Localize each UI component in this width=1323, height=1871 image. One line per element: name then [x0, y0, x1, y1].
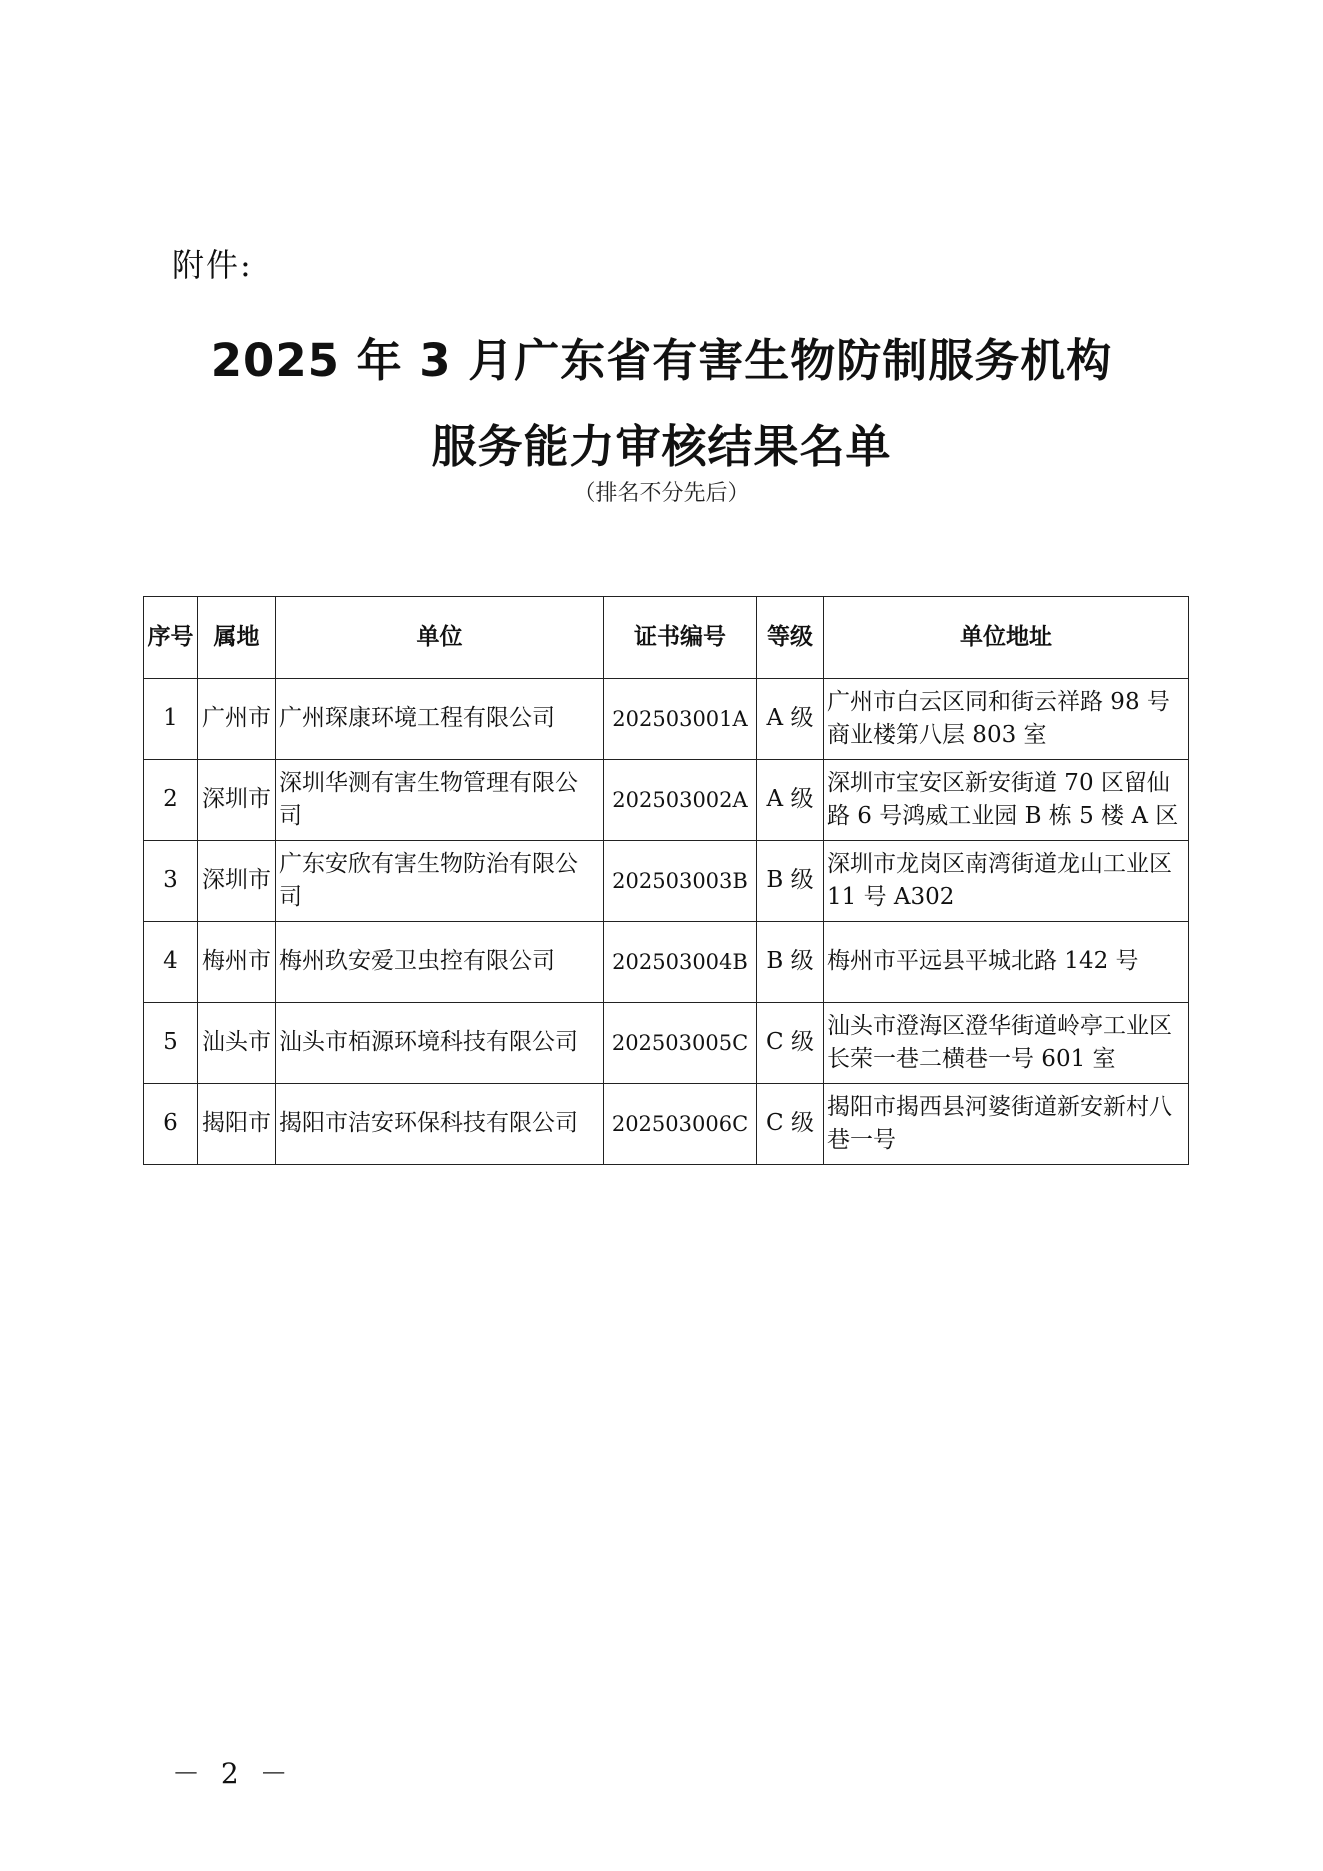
table-row: [144, 1003, 1189, 1084]
cell-certificate-number: 202503006C: [604, 1084, 757, 1165]
attachment-label: 附件:: [172, 246, 253, 284]
table-row: [144, 841, 1189, 922]
cell-grade: A 级: [757, 760, 824, 841]
cell-address: 深圳市龙岗区南湾街道龙山工业区 11 号 A302: [824, 841, 1189, 922]
results-table: [143, 596, 1189, 1165]
cell-grade: B 级: [757, 922, 824, 1003]
table-row: [144, 760, 1189, 841]
cell-grade: C 级: [757, 1003, 824, 1084]
cell-address: 揭阳市揭西县河婆街道新安新村八巷一号: [824, 1084, 1189, 1165]
cell-address: 汕头市澄海区澄华街道岭亭工业区长荣一巷二横巷一号 601 室: [824, 1003, 1189, 1084]
cell-region: 梅州市: [198, 922, 276, 1003]
document-title-line-1: 2025 年 3 月广东省有害生物防制服务机构: [210, 334, 1113, 387]
cell-certificate-number: 202503004B: [604, 922, 757, 1003]
header-index: 序号: [144, 597, 198, 679]
cell-index: 4: [144, 922, 198, 1003]
document-subtitle: （排名不分先后）: [573, 481, 750, 506]
cell-index: 1: [144, 679, 198, 760]
cell-region: 揭阳市: [198, 1084, 276, 1165]
cell-region: 深圳市: [198, 841, 276, 922]
cell-unit: 广东安欣有害生物防治有限公司: [276, 841, 604, 922]
cell-grade: A 级: [757, 679, 824, 760]
header-grade: 等级: [757, 597, 824, 679]
cell-index: 6: [144, 1084, 198, 1165]
cell-index: 3: [144, 841, 198, 922]
table-row: [144, 1084, 1189, 1165]
cell-region: 汕头市: [198, 1003, 276, 1084]
table-row: [144, 922, 1189, 1003]
table-header-row: [144, 597, 1189, 679]
cell-unit: 揭阳市洁安环保科技有限公司: [276, 1084, 604, 1165]
cell-grade: B 级: [757, 841, 824, 922]
cell-region: 深圳市: [198, 760, 276, 841]
cell-grade: C 级: [757, 1084, 824, 1165]
cell-certificate-number: 202503002A: [604, 760, 757, 841]
cell-unit: 汕头市栢源环境科技有限公司: [276, 1003, 604, 1084]
header-address: 单位地址: [824, 597, 1189, 679]
page-number: － 2 －: [172, 1757, 294, 1790]
cell-address: 深圳市宝安区新安街道 70 区留仙路 6 号鸿威工业园 B 栋 5 楼 A 区: [824, 760, 1189, 841]
cell-index: 2: [144, 760, 198, 841]
cell-unit: 深圳华测有害生物管理有限公司: [276, 760, 604, 841]
cell-certificate-number: 202503001A: [604, 679, 757, 760]
cell-unit: 广州琛康环境工程有限公司: [276, 679, 604, 760]
cell-certificate-number: 202503003B: [604, 841, 757, 922]
cell-certificate-number: 202503005C: [604, 1003, 757, 1084]
header-certificate-number: 证书编号: [604, 597, 757, 679]
cell-region: 广州市: [198, 679, 276, 760]
document-title-line-2: 服务能力审核结果名单: [431, 420, 892, 473]
table-row: [144, 679, 1189, 760]
header-region: 属地: [198, 597, 276, 679]
cell-index: 5: [144, 1003, 198, 1084]
cell-address: 广州市白云区同和街云祥路 98 号商业楼第八层 803 室: [824, 679, 1189, 760]
cell-unit: 梅州玖安爱卫虫控有限公司: [276, 922, 604, 1003]
header-unit: 单位: [276, 597, 604, 679]
cell-address: 梅州市平远县平城北路 142 号: [824, 922, 1189, 1003]
